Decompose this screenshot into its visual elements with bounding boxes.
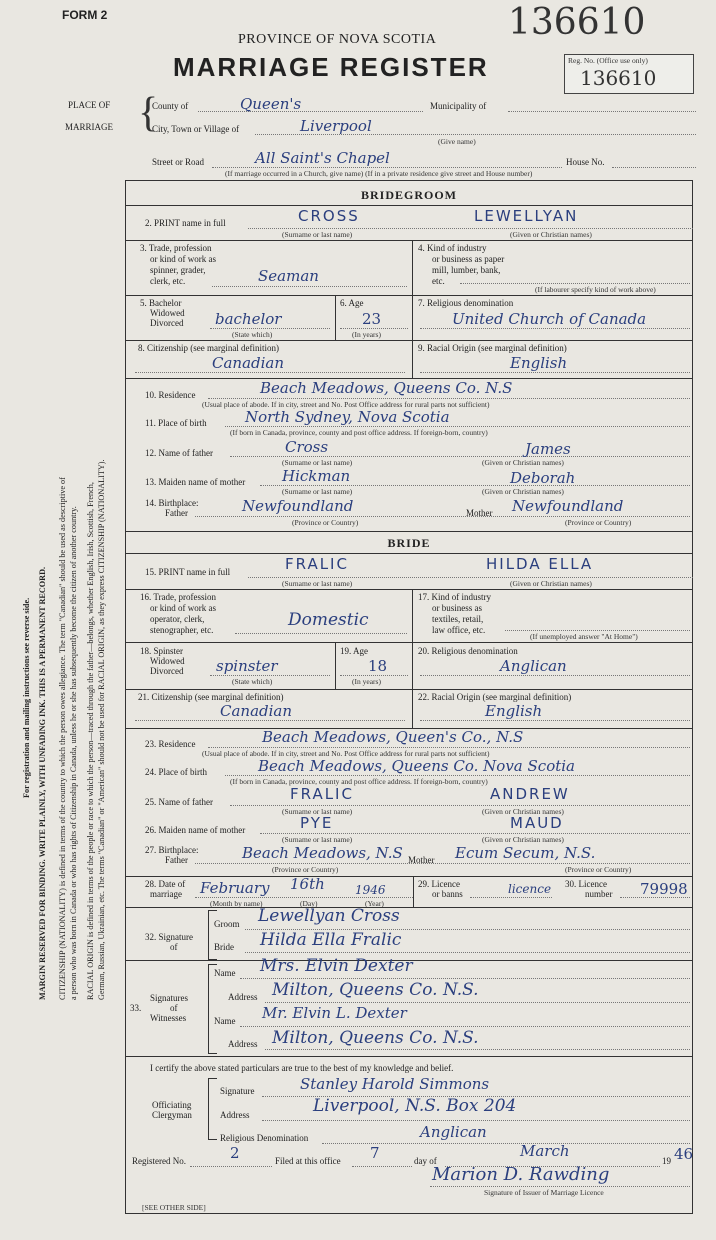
groom-status-caption: (State which) [232,330,273,339]
bride-racial: English [485,702,543,720]
groom-signature: Lewellyan Cross [258,906,400,926]
groom-racial: English [510,354,568,372]
bride-trade-label: 16. Trade, profession [140,592,216,602]
clergy-sig-label: Signature [220,1086,255,1096]
place-brace: { [138,90,159,136]
office-use-label: Reg. No. (Office use only) [568,56,648,65]
filed-label: Filed at this office [275,1156,341,1166]
marriage-day: 16th [290,875,325,893]
bride-trade: Domestic [288,610,369,630]
groom-status-label: 5. Bachelor [140,298,182,308]
bride-mother-label: 26. Maiden name of mother [145,825,246,835]
bride-father-birth: Beach Meadows, N.S [242,844,403,862]
month-caption: (Month by name) [210,899,263,908]
form-label: FORM 2 [62,8,108,22]
licence-number: 79998 [640,880,688,898]
bride-mother-given: MAUD [510,814,564,832]
groom-industry-label-4: etc. [432,276,445,286]
groom-parent-birth-father-label: Father [165,508,188,518]
groom-age-label: 6. Age [340,298,364,308]
marriage-month: February [200,879,270,897]
bride-father-label: 25. Name of father [145,797,213,807]
side-line-5: RACIAL ORIGIN is defined in terms of the people or race to which the person—traced through the father—belongs, whether English, Irish, Scottish, French, [86,482,95,1000]
bride-mother-surname: PYE [300,814,334,832]
bride-father-surname-caption: (Surname or last name) [282,807,353,816]
bride-sig-label: Bride [214,942,234,952]
street-label: Street or Road [152,157,204,167]
clergy-address: Liverpool, N.S. Box 204 [313,1096,517,1116]
side-line-2: MARGIN RESERVED FOR BINDING. WRITE PLAINLY, WITH UNFADING INK. THIS IS A PERMANENT RECORD. [38,566,47,1000]
place-label-2: MARRIAGE [65,122,114,132]
groom-mother-given-caption: (Given or Christian names) [482,487,564,496]
groom-father-surname-caption: (Surname or last name) [282,458,353,467]
street-value: All Saint's Chapel [255,149,390,167]
officiating-label: Officiating [152,1100,192,1110]
signature-brace [208,910,217,960]
groom-mother-given: Deborah [510,469,576,487]
licence-number-label-2: number [585,889,613,899]
groom-mother-prov-caption: (Province or Country) [565,518,632,527]
groom-given: LEWELLYAN [474,207,579,225]
groom-parent-birth-label: 14. Birthplace: [145,498,199,508]
signature-label-of: of [170,942,178,952]
street-note: (If marriage occurred in a Church, give name) (If in a private residence give street and House number) [225,169,533,178]
witnesses-label-3: Witnesses [150,1013,187,1023]
bride-age-label: 19. Age [340,646,368,656]
groom-trade-label-3: spinner, grader, [150,265,206,275]
groom-father-birth: Newfoundland [242,497,354,515]
bride-mother-prov-caption: (Province or Country) [565,865,632,874]
registered-no-label: Registered No. [132,1156,186,1166]
licence-number-label: 30. Licence [565,879,607,889]
registered-no: 2 [230,1144,240,1162]
groom-industry-caption: (If labourer specify kind of work above) [535,285,656,294]
day-of-label: day of [414,1156,437,1166]
groom-name-label: 2. PRINT name in full [145,218,226,228]
w1-address-label: Address [228,992,258,1002]
county-value: Queen's [240,95,302,113]
bride-given-caption: (Given or Christian names) [510,579,592,588]
licence-banns-label: 29. Licence [418,879,460,889]
groom-father-label: 12. Name of father [145,448,213,458]
bride-citizenship-label: 21. Citizenship (see marginal definition) [138,692,284,702]
issuer-signature: Marion D. Rawding [432,1164,610,1185]
licence-or-banns: licence [508,882,552,896]
bride-status-caption: (State which) [232,677,273,686]
groom-surname: CROSS [298,207,360,225]
side-line-1: For registration and mailing instructions see reverse side. [22,597,31,798]
bride-citizenship: Canadian [220,702,293,720]
groom-trade: Seaman [258,267,319,285]
clergy-brace [208,1078,217,1140]
groom-surname-caption: (Surname or last name) [282,230,353,239]
side-line-6: German, Russian, Ukrainian, etc. The terms "Canadian" or "American" should not be used for RACIAL ORIGIN, as they express CITIZENSHIP (NATIONALITY). [97,459,106,1000]
marriage-date-label-2: marriage [150,889,182,899]
w1-address: Milton, Queens Co. N.S. [272,980,479,1000]
bride-name-label: 15. PRINT name in full [145,567,231,577]
groom-birthplace-caption: (If born in Canada, province, county and post office address. If foreign-born, country) [230,428,488,437]
filed-month: March [520,1142,570,1160]
bride-surname: FRALIC [285,555,349,573]
bride-mother-surname-caption: (Surname or last name) [282,835,353,844]
day-caption: (Day) [300,899,318,908]
groom-birthplace: North Sydney, Nova Scotia [245,408,450,426]
w2-address-label: Address [228,1039,258,1049]
bride-trade-label-3: operator, clerk, [150,614,205,624]
bride-signature: Hilda Ella Fralic [260,930,402,950]
filed-day: 7 [370,1144,380,1162]
bride-status-label: 18. Spinster [140,646,184,656]
bride-mother-given-caption: (Given or Christian names) [482,835,564,844]
year-caption: (Year) [365,899,384,908]
county-label: County of [152,101,189,111]
groom-given-caption: (Given or Christian names) [510,230,592,239]
bride-residence-label: 23. Residence [145,739,196,749]
give-name-caption: (Give name) [438,137,476,146]
bride-trade-label-4: stenographer, etc. [150,625,214,635]
issuer-caption: Signature of Issuer of Marriage Licence [484,1188,604,1197]
signature-label: 32. Signature [145,932,193,942]
groom-racial-label: 9. Racial Origin (see marginal definition) [418,343,567,353]
bride-father-given: ANDREW [490,785,570,803]
w2-address: Milton, Queens Co. N.S. [272,1028,479,1048]
bride-industry-label-2: or business as [432,603,482,613]
groom-father-surname: Cross [285,438,329,456]
groom-status-label-2: Widowed [150,308,185,318]
groom-age-caption: (In years) [352,330,381,339]
clergy-denomination: Anglican [420,1123,487,1141]
clergy-signature: Stanley Harold Simmons [300,1075,490,1093]
groom-industry-label-3: mill, lumber, bank, [432,265,501,275]
bride-birthplace: Beach Meadows, Queens Co. Nova Scotia [258,757,575,775]
city-value: Liverpool [300,117,372,135]
filed-year: 46 [674,1145,694,1163]
groom-father-prov-caption: (Province or Country) [292,518,359,527]
groom-status-label-3: Divorced [150,318,184,328]
licence-banns-label-2: or banns [432,889,463,899]
bride-trade-label-2: or kind of work as [150,603,216,613]
groom-residence-label: 10. Residence [145,390,196,400]
witnesses-label: Signatures [150,993,188,1003]
w1-name: Mrs. Elvin Dexter [260,956,413,976]
clergy-denomination-label: Religious Denomination [220,1133,309,1143]
bride-given: HILDA ELLA [486,555,594,573]
officiating-label-2: Clergyman [152,1110,192,1120]
groom-mother-birth-label: Mother [466,508,493,518]
marriage-date-label: 28. Date of [145,879,186,889]
bride-mother-birth: Ecum Secum, N.S. [455,844,596,862]
groom-residence: Beach Meadows, Queens Co. N.S [260,379,513,397]
groom-trade-label-2: or kind of work as [150,254,216,264]
bride-birthplace-label: 24. Place of birth [145,767,207,777]
bride-heading: BRIDE [387,536,431,550]
bride-industry-label-4: law office, etc. [432,625,486,635]
groom-mother-birth: Newfoundland [512,497,624,515]
province-heading: PROVINCE OF NOVA SCOTIA [238,32,437,47]
bride-residence: Beach Meadows, Queen's Co., N.S [262,728,524,746]
place-label-1: PLACE OF [68,100,111,110]
side-line-4: a person who was born in Canada or who has rights of Citizenship in Canada, unless he or she has subsequently become the citizen of another country. [69,506,78,1000]
groom-citizenship-label: 8. Citizenship (see marginal definition) [138,343,280,353]
bride-industry-label: 17. Kind of industry [418,592,491,602]
bride-age: 18 [368,657,388,675]
year-prefix: 19 [662,1156,671,1166]
office-number: 136610 [580,66,657,90]
bride-parent-birth-label: 27. Birthplace: [145,845,199,855]
groom-industry-label-2: or business as paper [432,254,505,264]
groom-mother-surname: Hickman [282,467,351,485]
groom-trade-label-4: clerk, etc. [150,276,186,286]
bride-father-surname: FRALIC [290,785,354,803]
bride-mother-birth-label: Mother [408,855,435,865]
witnesses-label-of: of [170,1003,178,1013]
witnesses-number: 33. [130,1003,142,1013]
clergy-address-label: Address [220,1110,250,1120]
bride-father-prov-caption: (Province or Country) [272,865,339,874]
bride-parent-birth-father-label: Father [165,855,188,865]
bride-residence-caption: (Usual place of abode. If in city, street and No. Post Office address for rural parts not sufficient) [202,749,490,758]
bride-surname-caption: (Surname or last name) [282,579,353,588]
city-label: City, Town or Village of [152,124,240,134]
w2-name: Mr. Elvin L. Dexter [262,1004,407,1022]
groom-religion: United Church of Canada [452,310,647,328]
groom-birthplace-label: 11. Place of birth [145,418,207,428]
bride-birthplace-caption: (If born in Canada, province, county and post office address. If foreign-born, country) [230,777,488,786]
bride-age-caption: (In years) [352,677,381,686]
bride-status-label-3: Divorced [150,666,184,676]
groom-father-given: James [525,440,571,458]
bridegroom-heading: BRIDEGROOM [360,188,457,202]
bride-status-label-2: Widowed [150,656,185,666]
groom-citizenship: Canadian [212,354,285,372]
municipality-label: Municipality of [430,101,487,111]
marriage-year: 1946 [355,883,386,897]
stamp-number: 136610 [508,2,646,43]
groom-sig-label: Groom [214,919,240,929]
bride-religion: Anglican [500,657,567,675]
bride-status: spinster [216,657,278,675]
side-line-3: CITIZENSHIP (NATIONALITY) is defined in terms of the country to which the person owes allegiance. The term "Canadian" should be used as descriptive of [58,477,67,1000]
w1-name-label: Name [214,968,236,978]
certify-statement: I certify the above stated particulars are true to the best of my knowledge and belief. [150,1063,454,1073]
w2-name-label: Name [214,1016,236,1026]
groom-religion-label: 7. Religious denomination [418,298,514,308]
page-title: MARRIAGE REGISTER [173,52,489,82]
bride-father-given-caption: (Given or Christian names) [482,807,564,816]
groom-industry-label: 4. Kind of industry [418,243,487,253]
groom-trade-label: 3. Trade, profession [140,243,212,253]
groom-mother-label: 13. Maiden name of mother [145,477,246,487]
groom-age: 23 [362,310,382,328]
see-other-side: [SEE OTHER SIDE] [142,1203,206,1212]
groom-residence-caption: (Usual place of abode. If in city, street and No. Post Office address for rural parts not sufficient) [202,400,490,409]
bride-industry-caption: (If unemployed answer "At Home") [530,632,638,641]
bride-racial-label: 22. Racial Origin (see marginal definition) [418,692,572,702]
bride-religion-label: 20. Religious denomination [418,646,518,656]
groom-father-given-caption: (Given or Christian names) [482,458,564,467]
groom-status: bachelor [215,310,282,328]
bride-industry-label-3: textiles, retail, [432,614,484,624]
house-label: House No. [566,157,605,167]
groom-mother-surname-caption: (Surname or last name) [282,487,353,496]
